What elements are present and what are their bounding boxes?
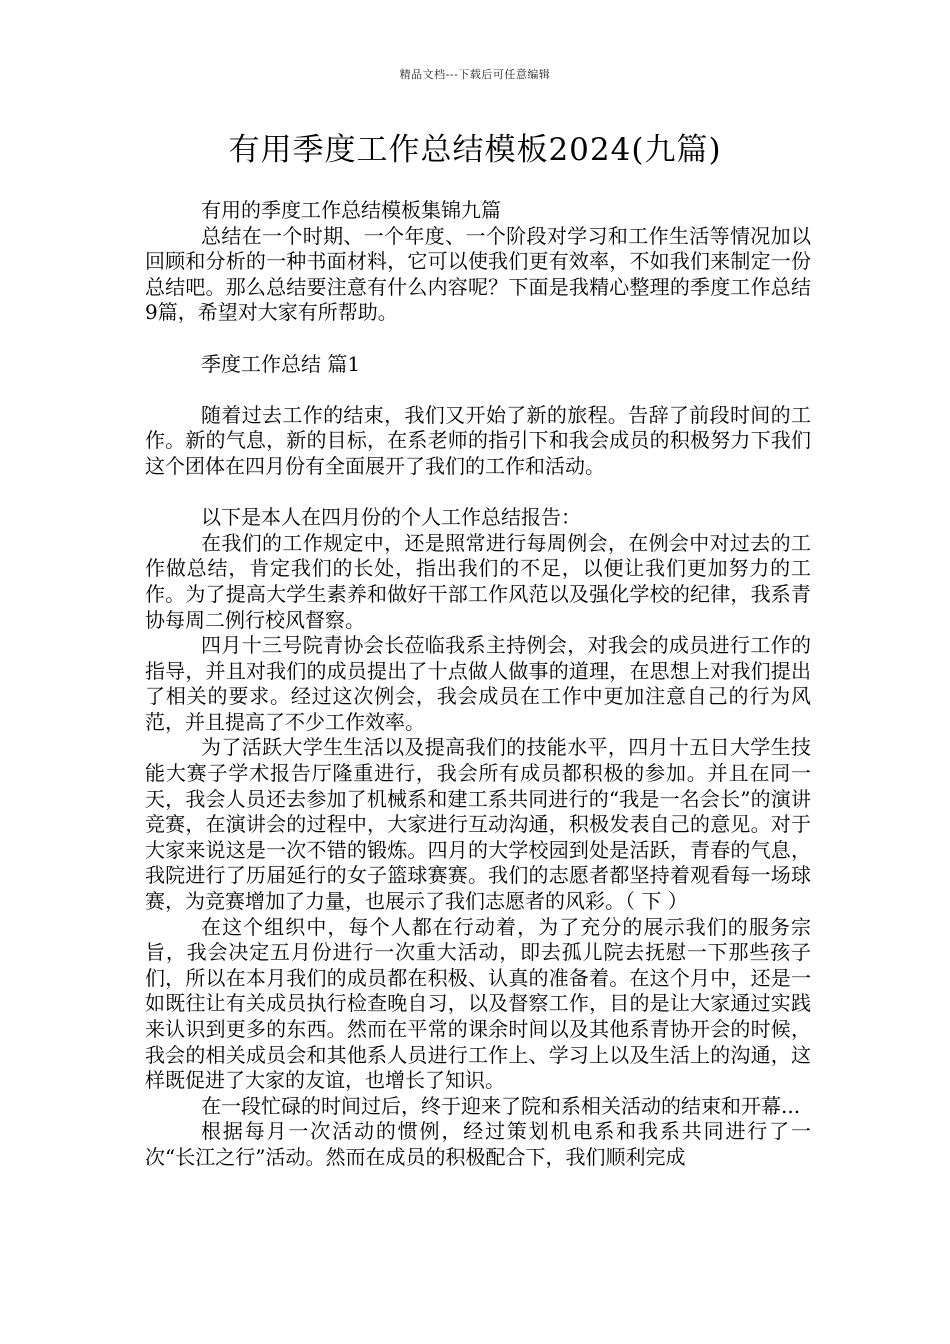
section-heading: 季度工作总结 篇1: [201, 351, 361, 376]
body-paragraph: 为了活跃大学生生活以及提高我们的技能水平，四月十五日大学生技能大赛子学术报告厅隆重进行，我会所有成员都积极的参加。并且在同一天，我会人员还去参加了机械系和建工系共同进行的“我是一名会长”的演讲竞赛，在演讲会的过程中，大家进行互动沟通，积极发表自己的意见。对于大家来说这是一次不错的锻炼。四月的大学校园到处是活跃，青春的气息，我院进行了历届延行的女子篮球赛赛。我们的志愿者都坚持着观看每一场球赛，为竞赛增加了力量，也展示了我们志愿者的风彩。（ 下 ）: [145, 735, 811, 914]
intro-paragraph: 总结在一个时期、一个年度、一个阶段对学习和工作生活等情况加以回顾和分析的一种书面材料，它可以使我们更有效率，不如我们来制定一份总结吧。那么总结要注意有什么内容呢？下面是我精心整理的季度工作总结9篇，希望对大家有所帮助。: [145, 223, 811, 325]
header-note: 精品文档---下载后可任意编辑: [399, 68, 551, 81]
body-paragraph: 根据每月一次活动的惯例，经过策划机电系和我系共同进行了一次“长江之行”活动。然而在成员的积极配合下，我们顺利完成: [145, 1119, 811, 1169]
body-paragraph: 在我们的工作规定中，还是照常进行每周例会，在例会中对过去的工作做总结，肯定我们的长处，指出我们的不足，以便让我们更加努力的工作。为了提高大学生素养和做好干部工作风范以及强化学校的纪律，我系青协每周二例行校风督察。: [145, 530, 811, 632]
document-body: [145, 198, 811, 1171]
body-paragraph: 以下是本人在四月份的个人工作总结报告：: [201, 505, 581, 530]
body-paragraph: 四月十三号院青协会长莅临我系主持例会，对我会的成员进行工作的指导，并且对我们的成员提出了十点做人做事的道理，在思想上对我们提出了相关的要求。经过这次例会，我会成员在工作中更加注意自己的行为风范，并且提高了不少工作效率。: [145, 633, 811, 734]
subtitle-paragraph: 有用的季度工作总结模板集锦九篇: [201, 198, 501, 222]
body-paragraph: 在一段忙碌的时间过后，终于迎来了院和系相关活动的结束和开幕...: [201, 1093, 801, 1118]
document-title: 有用季度工作总结模板2024(九篇): [228, 132, 722, 168]
body-paragraph: 随着过去工作的结束，我们又开始了新的旅程。告辞了前段时间的工作。新的气息，新的目标，在系老师的指引下和我会成员的积极努力下我们这个团体在四月份有全面展开了我们的工作和活动。: [145, 402, 811, 478]
body-paragraph: 在这个组织中，每个人都在行动着，为了充分的展示我们的服务宗旨，我会决定五月份进行一次重大活动，即去孤儿院去抚慰一下那些孩子们，所以在本月我们的成员都在积极、认真的准备着。在这个月中，还是一如既往让有关成员执行检查晚自习，以及督察工作，目的是让大家通过实践来认识到更多的东西。然而在平常的课余时间以及其他系青协开会的时候，我会的相关成员会和其他系人员进行工作上、学习上以及生活上的沟通，这样既促进了大家的友谊，也增长了知识。: [145, 914, 811, 1093]
